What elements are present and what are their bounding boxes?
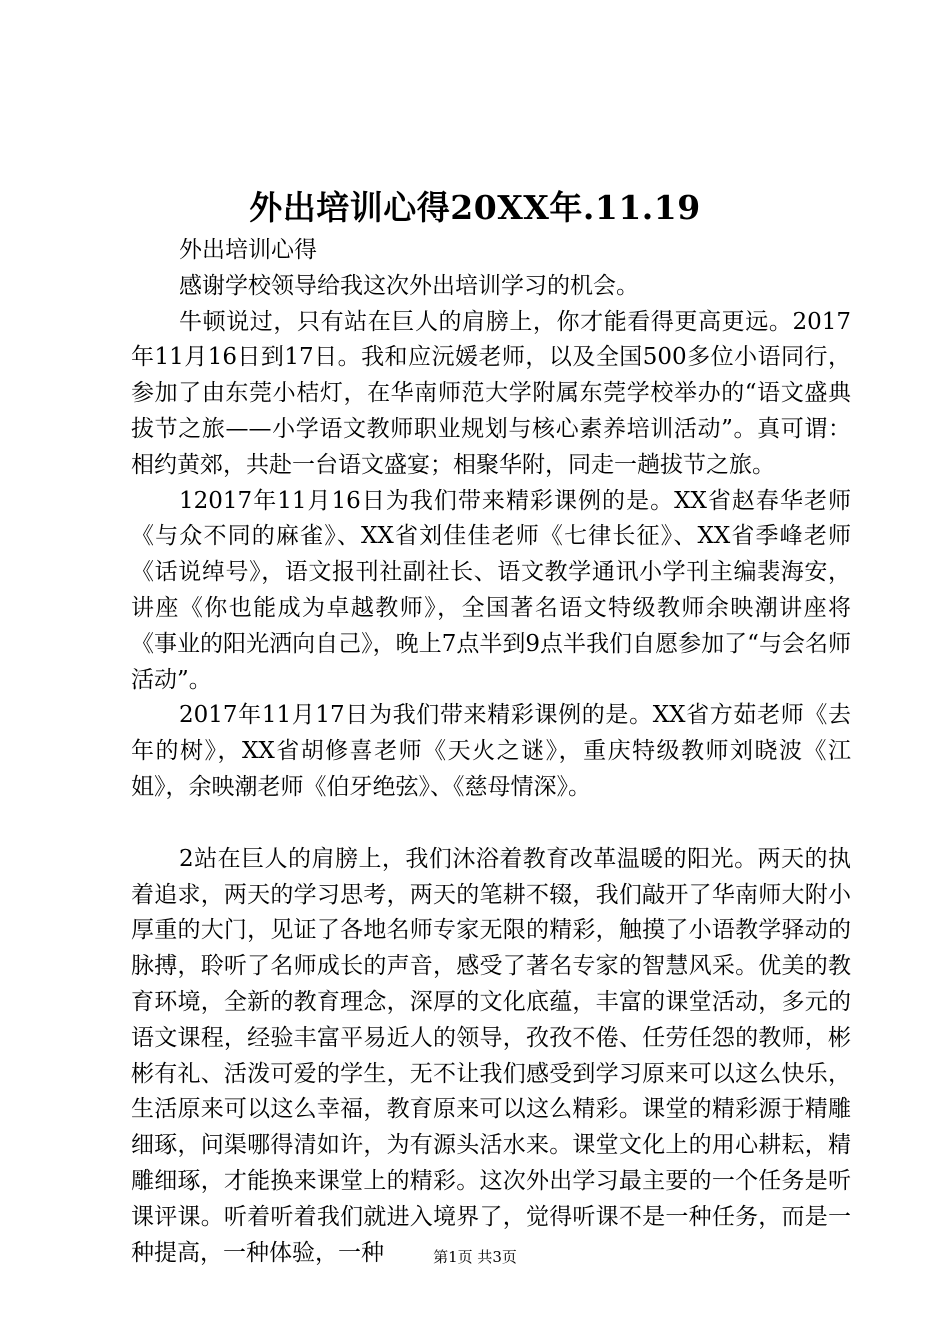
paragraph-reflection: 2站在巨人的肩膀上，我们沐浴着教育改革温暖的阳光。两天的执着追求，两天的学习思考，两天的笔耕不辍，我们敲开了华南师大附小厚重的大门，见证了各地名师专家无限的精彩，触摸了小语教学驿动的脉搏，聆听了名师成长的声音，感受了著名专家的智慧风采。优美的教育环境，全新的教育理念，深厚的文化底蕴，丰富的课堂活动，多元的语文课程，经验丰富平易近人的领导，孜孜不倦、任劳任怨的教师，彬彬有礼、活泼可爱的学生，无不让我们感受到学习原来可以这么快乐，生活原来可以这么幸福，教育原来可以这么精彩。课堂的精彩源于精雕细琢，问渠哪得清如许，为有源头活水来。课堂文化上的用心耕耘，精雕细琢，才能换来课堂上的精彩。这次外出学习最主要的一个任务是听课评课。听着听着我们就进入境界了，觉得听课不是一种任务，而是一种提高，一种体验，一种 [131, 845, 851, 1266]
paragraph-thanks: 感谢学校领导给我这次外出培训学习的机会。 [179, 272, 639, 299]
document-title: 外出培训心得20XX年.11.19 [249, 188, 701, 227]
paragraph-heading: 外出培训心得 [179, 237, 317, 263]
paragraph-day-two: 2017年11月17日为我们带来精彩课例的是。XX省方茹老师《去年的树》，XX省胡修喜老师《天火之谜》，重庆特级教师刘晓波《江姐》，余映潮老师《伯牙绝弦》、《慈母情深》。 [131, 702, 851, 800]
paragraph-day-one: 12017年11月16日为我们带来精彩课例的是。XX省赵春华老师《与众不同的麻雀》、XX省刘佳佳老师《七律长征》、XX省季峰老师《话说绰号》，语文报刊社副社长、语文教学通讯小学刊主编裴海安，讲座《你也能成为卓越教师》，全国著名语文特级教师余映潮讲座将《事业的阳光洒向自己》，晚上7点半到9点半我们自愿参加了“与会名师活动”。 [131, 487, 851, 693]
document-body [131, 233, 851, 1271]
paragraph-intro: 牛顿说过，只有站在巨人的肩膀上，你才能看得更高更远。2017年11月16日到17日。我和应沅媛老师，以及全国500多位小语同行，参加了由东莞小桔灯，在华南师范大学附属东莞学校举办的“语文盛典拔节之旅——小学语文教师职业规划与核心素养培训活动”。真可谓：相约黄郊，共赴一台语文盛宴；相聚华附，同走一趟拔节之旅。 [131, 308, 851, 478]
page-number-footer: 第1页 共3页 [433, 1248, 517, 1266]
